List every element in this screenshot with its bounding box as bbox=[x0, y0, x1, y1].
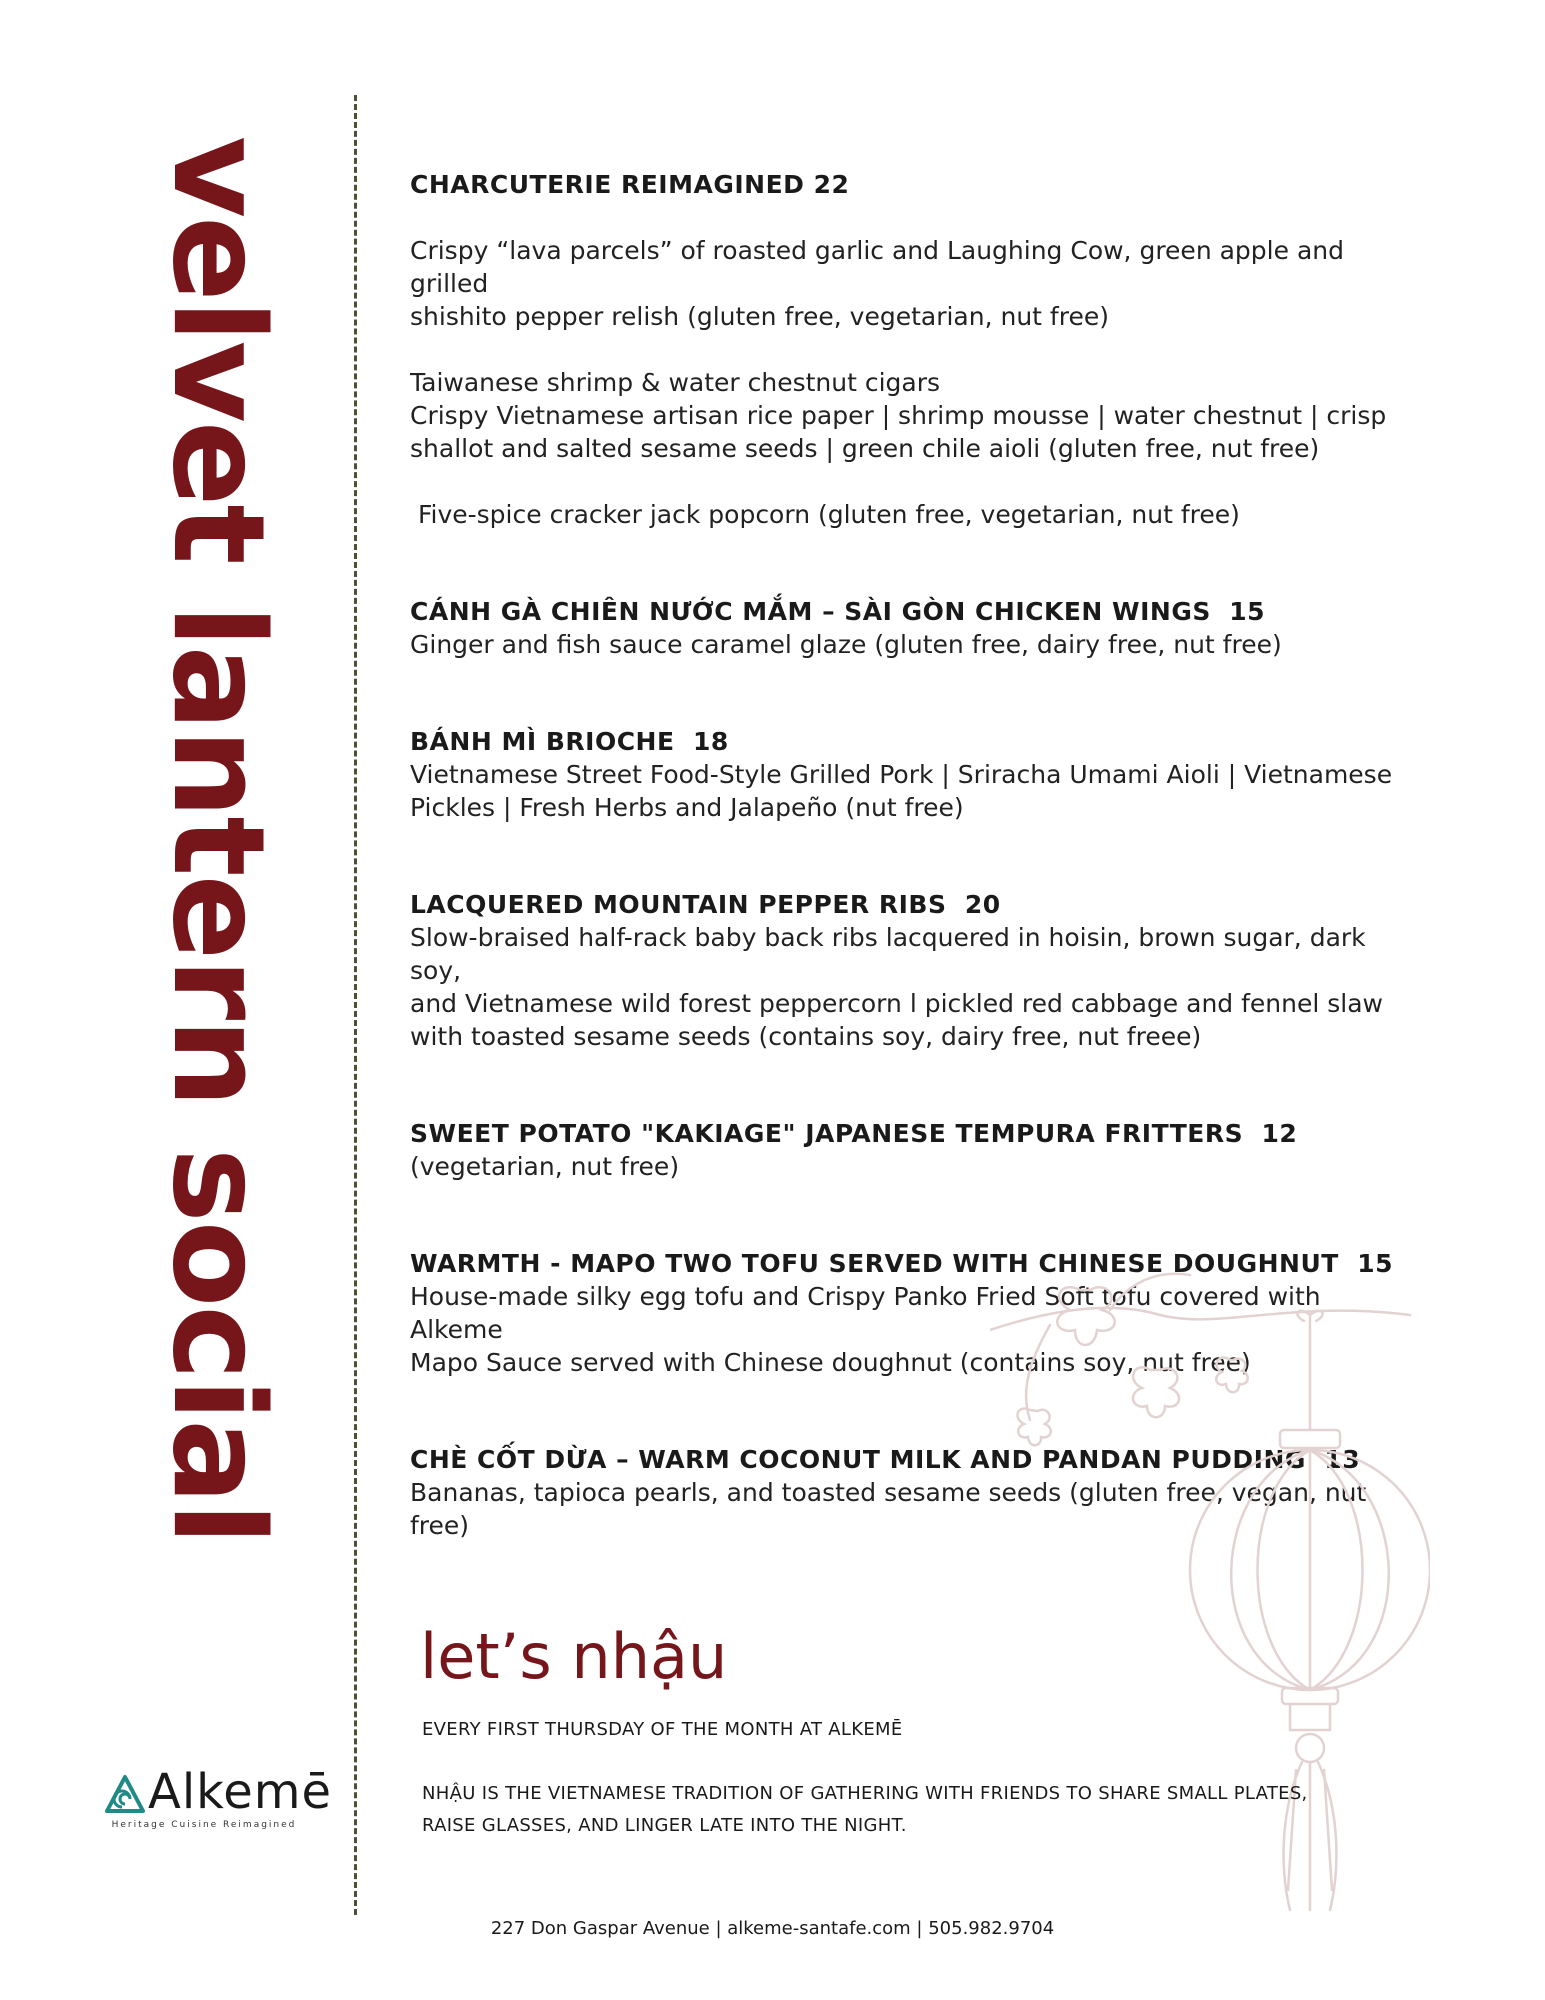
footer-contact: 227 Don Gaspar Avenue | alkeme-santafe.com | 505.982.9704 bbox=[490, 1918, 1055, 1939]
nhau-description-line1: NHẬU IS THE VIETNAMESE TRADITION OF GATHERING WITH FRIENDS TO SHARE SMALL PLATES, bbox=[422, 1783, 1308, 1804]
menu-item bbox=[410, 498, 1410, 531]
menu-item-title: SWEET POTATO "KAKIAGE" JAPANESE TEMPURA FRITTERS 12 bbox=[410, 1119, 1298, 1148]
menu-item-desc: Slow-braised half-rack baby back ribs lacquered in hoisin, brown sugar, dark soy, and Vietnamese wild forest peppercorn l pickled red cabbage and fennel slaw with toasted sesame seeds (contains soy, dairy free, nut freee) bbox=[410, 923, 1383, 1051]
menu-item-title: BÁNH MÌ BRIOCHE 18 bbox=[410, 727, 729, 756]
menu-item-desc: House-made silky egg tofu and Crispy Panko Fried Soft tofu covered with Alkeme Mapo Sauce served with Chinese doughnut (contains soy, nut free) bbox=[410, 1282, 1321, 1377]
spiral-triangle-icon bbox=[104, 1774, 146, 1816]
menu-item-desc: (vegetarian, nut free) bbox=[410, 1152, 680, 1181]
brand-tagline: Heritage Cuisine Reimagined bbox=[111, 1820, 297, 1830]
nhau-heading: let’s nhậu bbox=[420, 1620, 728, 1693]
menu-section bbox=[410, 168, 1410, 201]
nhau-schedule: EVERY FIRST THURSDAY OF THE MONTH AT ALKEMĒ bbox=[422, 1719, 903, 1740]
menu-item-title: LACQUERED MOUNTAIN PEPPER RIBS 20 bbox=[410, 890, 1001, 919]
menu-item bbox=[410, 888, 1410, 1053]
dashed-divider bbox=[354, 95, 357, 1915]
menu-item bbox=[410, 725, 1410, 824]
menu-item-title: CÁNH GÀ CHIÊN NƯỚC MẮM – SÀI GÒN CHICKEN WINGS 15 bbox=[410, 597, 1266, 626]
menu-item-title: WARMTH - MAPO TWO TOFU SERVED WITH CHINESE DOUGHNUT 15 bbox=[410, 1249, 1394, 1278]
menu-item-desc: Vietnamese Street Food-Style Grilled Pork | Sriracha Umami Aioli | Vietnamese Pickles | Fresh Herbs and Jalapeño (nut free) bbox=[410, 760, 1393, 822]
menu-item-desc: Crispy “lava parcels” of roasted garlic and Laughing Cow, green apple and grilled shishito pepper relish (gluten free, vegetarian, nut free) bbox=[410, 236, 1344, 331]
menu-item-desc: Taiwanese shrimp & water chestnut cigars Crispy Vietnamese artisan rice paper | shrimp mousse | water chestnut | crisp shallot and salted sesame seeds | green chile aioli (gluten free, nut free) bbox=[410, 368, 1387, 463]
menu-item-title: CHARCUTERIE REIMAGINED 22 bbox=[410, 170, 850, 199]
menu-item-title: CHÈ CỐT DỪA – WARM COCONUT MILK AND PANDAN PUDDING 13 bbox=[410, 1445, 1361, 1474]
menu-item bbox=[410, 1117, 1410, 1183]
menu-item bbox=[410, 234, 1410, 333]
menu-item-desc: Ginger and fish sauce caramel glaze (gluten free, dairy free, nut free) bbox=[410, 630, 1282, 659]
brand-name: Alkemē bbox=[148, 1764, 333, 1820]
menu-item-desc: Bananas, tapioca pearls, and toasted sesame seeds (gluten free, vegan, nut free) bbox=[410, 1478, 1367, 1540]
menu-item bbox=[410, 366, 1410, 465]
menu-item bbox=[410, 595, 1410, 661]
brand-logo bbox=[104, 1764, 333, 1840]
nhau-description-line2: RAISE GLASSES, AND LINGER LATE INTO THE NIGHT. bbox=[422, 1815, 907, 1836]
menu-item-desc: Five-spice cracker jack popcorn (gluten free, vegetarian, nut free) bbox=[410, 500, 1240, 529]
vertical-title: velvet lantern social bbox=[145, 136, 292, 1544]
